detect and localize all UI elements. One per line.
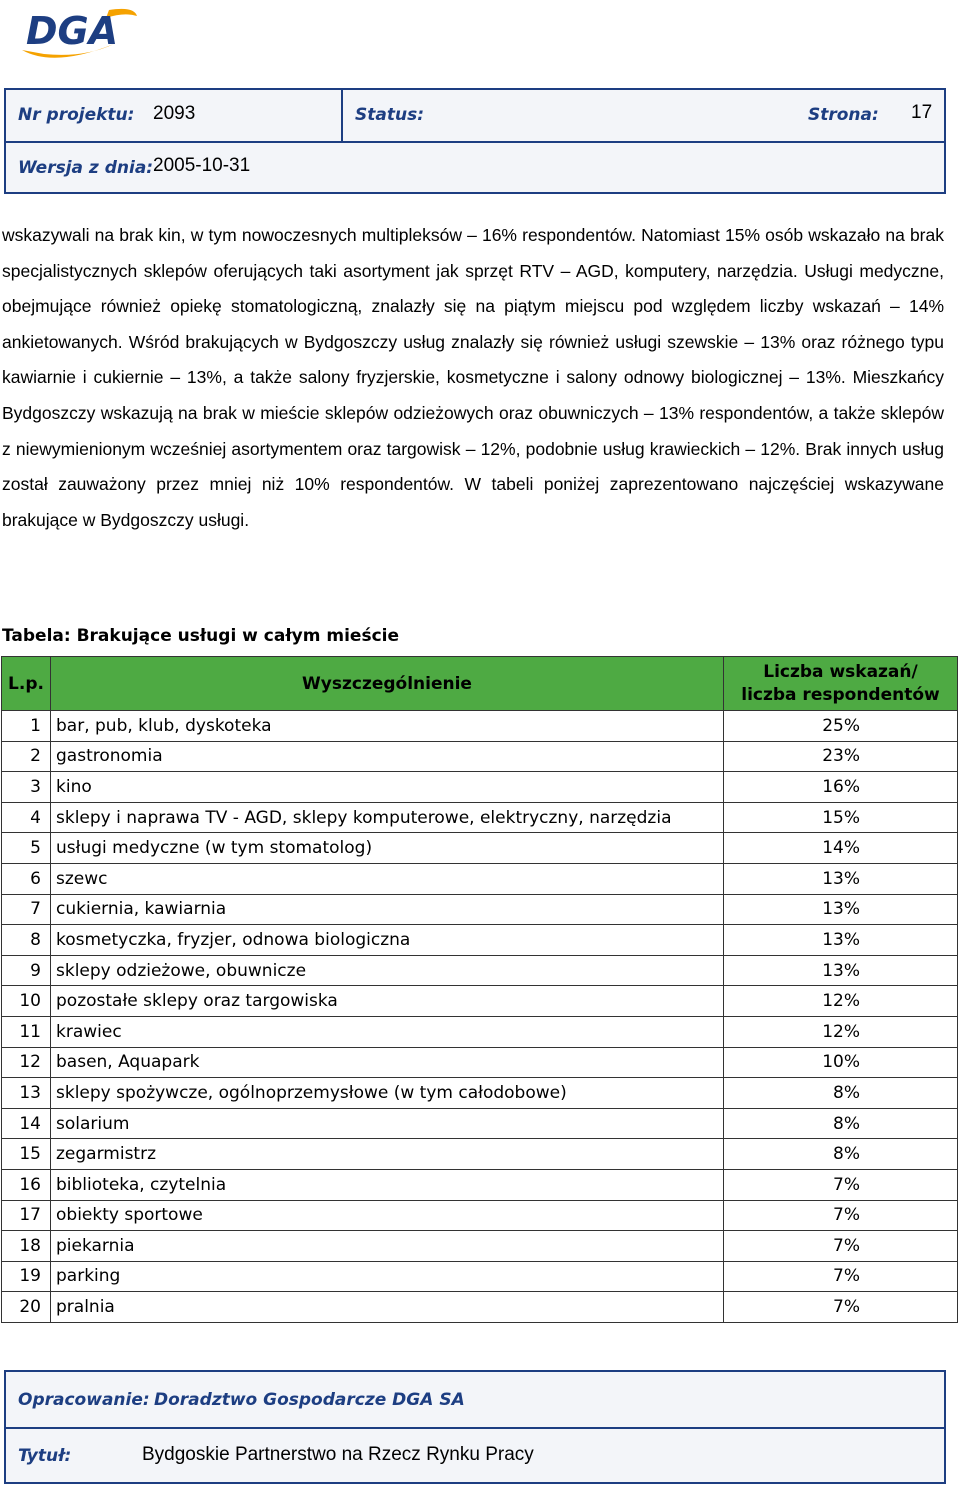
version-value: 2005-10-31	[153, 155, 251, 176]
document-header	[4, 88, 946, 194]
header-item: Wyszczególnienie	[51, 657, 724, 711]
row-number: 18	[2, 1231, 51, 1262]
table-row	[2, 1200, 958, 1231]
row-item: kosmetyczka, fryzjer, odnowa biologiczna	[51, 925, 724, 956]
table-row	[2, 802, 958, 833]
row-item: basen, Aquapark	[51, 1047, 724, 1078]
row-number: 1	[2, 711, 51, 742]
body-text: wskazywali na brak kin, w tym nowoczesnych multipleksów – 16% respondentów. Natomiast 15% osób wskazało na brak specjalistycznych sklepów oferujących taki asortyment jak sprzęt RTV – AGD, komputery, narzędzia. Usługi medyczne, obejmujące również opiekę stomatologiczną, znalazły się na piątym miejscu pod względem liczby wskazań – 14% ankietowanych. Wśród brakujących w Bydgoszczy usług znalazły się również usługi szewskie – 13% oraz różnego typu kawiarnie i cukiernie – 13%, a także salony fryzjerskie, kosmetyczne i salony odnowy biologicznej – 13%. Mieszkańcy Bydgoszczy wskazują na brak w mieście sklepów odzieżowych oraz obuwniczych – 13% respondentów, a także sklepów z niewymienionym wcześniej asortymentem oraz targowisk – 12%, podobnie usług krawieckich – 12%. Brak innych usług został zauważony przez mniej niż 10% respondentów. W tabeli poniżej zaprezentowano najczęściej wskazywane brakujące w Bydgoszczy usługi.	[2, 225, 944, 530]
table-caption: Tabela: Brakujące usługi w całym mieście	[2, 626, 400, 646]
row-number: 8	[2, 925, 51, 956]
row-item: szewc	[51, 863, 724, 894]
row-value: 7%	[724, 1169, 958, 1200]
row-item: zegarmistrz	[51, 1139, 724, 1170]
header-value-line2: liczba respondentów	[741, 684, 940, 705]
table-body	[2, 711, 958, 1323]
row-item: kino	[51, 772, 724, 803]
row-item: sklepy odzieżowe, obuwnicze	[51, 955, 724, 986]
header-value	[724, 657, 958, 711]
table-header-row	[2, 657, 958, 711]
row-item: piekarnia	[51, 1231, 724, 1262]
project-label: Nr projektu:	[18, 105, 135, 125]
services-table	[1, 656, 958, 1323]
prepared-value: Doradztwo Gospodarcze DGA SA	[154, 1390, 465, 1410]
logo-text: DGA	[26, 9, 119, 53]
row-value: 10%	[724, 1047, 958, 1078]
version-label: Wersja z dnia:	[18, 158, 154, 178]
row-number: 20	[2, 1292, 51, 1323]
table-row	[2, 863, 958, 894]
title-value: Bydgoskie Partnerstwo na Rzecz Rynku Pracy	[142, 1444, 534, 1465]
row-value: 7%	[724, 1261, 958, 1292]
row-value: 8%	[724, 1108, 958, 1139]
table-row	[2, 955, 958, 986]
row-number: 10	[2, 986, 51, 1017]
row-item: solarium	[51, 1108, 724, 1139]
table-row	[2, 711, 958, 742]
row-number: 14	[2, 1108, 51, 1139]
table-row	[2, 1169, 958, 1200]
page-number: 17	[911, 102, 933, 123]
row-number: 19	[2, 1261, 51, 1292]
table-row	[2, 986, 958, 1017]
table-row	[2, 772, 958, 803]
row-item: pralnia	[51, 1292, 724, 1323]
row-value: 16%	[724, 772, 958, 803]
table-row	[2, 833, 958, 864]
row-value: 13%	[724, 925, 958, 956]
row-item: usługi medyczne (w tym stomatolog)	[51, 833, 724, 864]
row-item: biblioteka, czytelnia	[51, 1169, 724, 1200]
row-number: 2	[2, 741, 51, 772]
row-value: 13%	[724, 955, 958, 986]
row-item: gastronomia	[51, 741, 724, 772]
table-row	[2, 1078, 958, 1109]
row-item: pozostałe sklepy oraz targowiska	[51, 986, 724, 1017]
row-number: 7	[2, 894, 51, 925]
row-number: 6	[2, 863, 51, 894]
table-row	[2, 1016, 958, 1047]
row-value: 25%	[724, 711, 958, 742]
row-item: parking	[51, 1261, 724, 1292]
row-value: 7%	[724, 1231, 958, 1262]
table-row	[2, 1108, 958, 1139]
body-paragraph	[2, 218, 944, 538]
header-lp: L.p.	[2, 657, 51, 711]
row-item: obiekty sportowe	[51, 1200, 724, 1231]
row-number: 17	[2, 1200, 51, 1231]
document-footer	[4, 1370, 946, 1484]
table-row	[2, 925, 958, 956]
row-number: 5	[2, 833, 51, 864]
row-number: 16	[2, 1169, 51, 1200]
status-label: Status:	[355, 105, 424, 125]
table-row	[2, 1261, 958, 1292]
row-item: bar, pub, klub, dyskoteka	[51, 711, 724, 742]
page-label: Strona:	[808, 105, 879, 125]
row-value: 23%	[724, 741, 958, 772]
row-number: 11	[2, 1016, 51, 1047]
row-value: 15%	[724, 802, 958, 833]
table-row	[2, 1231, 958, 1262]
project-value: 2093	[153, 103, 196, 124]
row-number: 13	[2, 1078, 51, 1109]
row-value: 13%	[724, 894, 958, 925]
row-number: 12	[2, 1047, 51, 1078]
row-item: krawiec	[51, 1016, 724, 1047]
table-row	[2, 1292, 958, 1323]
row-value: 12%	[724, 986, 958, 1017]
row-value: 8%	[724, 1139, 958, 1170]
row-number: 9	[2, 955, 51, 986]
row-value: 12%	[724, 1016, 958, 1047]
prepared-label: Opracowanie:	[18, 1390, 150, 1410]
table-row	[2, 894, 958, 925]
row-value: 7%	[724, 1200, 958, 1231]
row-item: sklepy i naprawa TV - AGD, sklepy komputerowe, elektryczny, narzędzia	[51, 802, 724, 833]
row-value: 7%	[724, 1292, 958, 1323]
row-value: 8%	[724, 1078, 958, 1109]
table-row	[2, 1047, 958, 1078]
row-number: 15	[2, 1139, 51, 1170]
row-value: 13%	[724, 863, 958, 894]
row-value: 14%	[724, 833, 958, 864]
row-item: sklepy spożywcze, ogólnoprzemysłowe (w tym całodobowe)	[51, 1078, 724, 1109]
row-number: 4	[2, 802, 51, 833]
title-label: Tytuł:	[18, 1446, 72, 1466]
header-value-line1: Liczba wskazań/	[763, 661, 918, 682]
table-row	[2, 741, 958, 772]
row-number: 3	[2, 772, 51, 803]
dga-logo	[14, 4, 139, 66]
table-row	[2, 1139, 958, 1170]
row-item: cukiernia, kawiarnia	[51, 894, 724, 925]
